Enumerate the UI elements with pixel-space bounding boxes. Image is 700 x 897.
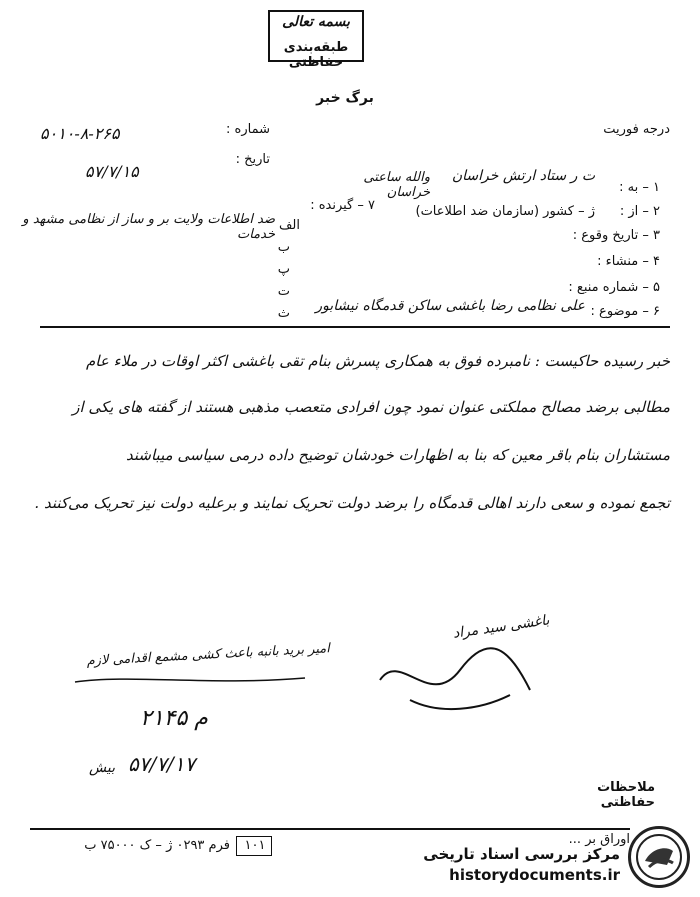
to-label: ۱ – به : [619, 180, 660, 195]
classification-top: بسمه تعالی [282, 14, 350, 30]
subject-value: علی نظامی رضا باغشی ساکن قدمگاه نیشابور [315, 298, 585, 314]
form-code: فرم ۰۲۹۳ ژ – ک ۷۵۰۰۰ ب [84, 838, 230, 853]
annotation-number: ۲۱۴۵ م [140, 706, 208, 731]
recipient-b: ب [277, 240, 290, 255]
number-label: شماره : [226, 122, 270, 137]
recipient-th: ث [277, 306, 290, 321]
annotation-date: ۵۷/۷/۱۷ [128, 752, 196, 776]
watermark-url: historydocuments.ir [449, 866, 620, 884]
origin-label: ۴ – منشاء : [597, 254, 660, 269]
recipient-alef: الف [278, 218, 300, 233]
header-divider [40, 326, 670, 328]
annotation-sign: بیش [89, 760, 115, 776]
body-line-1: خبر رسیده حاکیست : نامبرده فوق به همکاری پسرش بنام تقی باغشی اکثر اوقات در ملاء عام [85, 352, 670, 370]
source-label: ۵ – شماره منبع : [568, 280, 660, 295]
annotation-underline [70, 670, 310, 690]
from-value: ژ – کشور (سازمان ضد اطلاعات) [415, 204, 595, 219]
body-line-3: مستشاران بنام باقر معین که بنا به اظهارات خودشان توضیح داده درمی سیاسی میباشند [126, 446, 670, 464]
from-label: ۲ – از : [619, 204, 660, 219]
watermark-logo-icon [628, 826, 690, 888]
priority-label: درجه فوریت [603, 122, 670, 137]
watermark-title: مرکز بررسی اسناد تاریخی [423, 845, 620, 863]
body-line-4: تجمع نموده و سعی دارند اهالی قدمگاه را برضد دولت تحریک نمایند و برعلیه دولت نیز تحریک می‌کنند . [34, 494, 670, 512]
recipient-t: ت [277, 284, 290, 299]
number-value: ۵۰۱۰-۸-۲۶۵ [40, 124, 120, 143]
remarks-label: ملاحظات حفاظتی [597, 780, 655, 810]
classification-label: طبقه‌بندی حفاظتی [283, 40, 349, 70]
form-box-value: ۱۰۱ [244, 838, 266, 853]
body-line-2: مطالبی برضد مصالح مملکتی عنوان نمود چون افرادی متعصب مذهبی هستند از گفته های یکی از [72, 398, 670, 416]
subject-label: ۶ – موضوع : [590, 304, 660, 319]
date-label: تاریخ : [235, 152, 270, 167]
recipient-p: پ [277, 262, 290, 277]
form-title: برگ خبر [316, 90, 374, 106]
recipient-label: ۷ – گیرنده : [310, 198, 375, 213]
signature-name: باغشی سید مراد [451, 612, 551, 642]
date-place-label: ۳ – تاریخ وقوع : [572, 228, 660, 243]
date-value: ۵۷/۷/۱۵ [85, 162, 139, 181]
footer-divider [30, 828, 630, 830]
trailing-text: اوراق بر ... [568, 832, 630, 847]
recipient-alef-value: ضد اطلاعات ولایت بر و ساز از نظامی مشهد و خدمات [22, 212, 275, 242]
signature-scribble [370, 640, 540, 720]
annotation-note: امیر برید بانبه باعث کشی مشمع اقدامی لازم [86, 641, 331, 669]
to-value: ت ر ستاد ارتش خراسان [451, 168, 595, 184]
to-value-secondary: والله ساعتی خراسان [363, 170, 430, 200]
